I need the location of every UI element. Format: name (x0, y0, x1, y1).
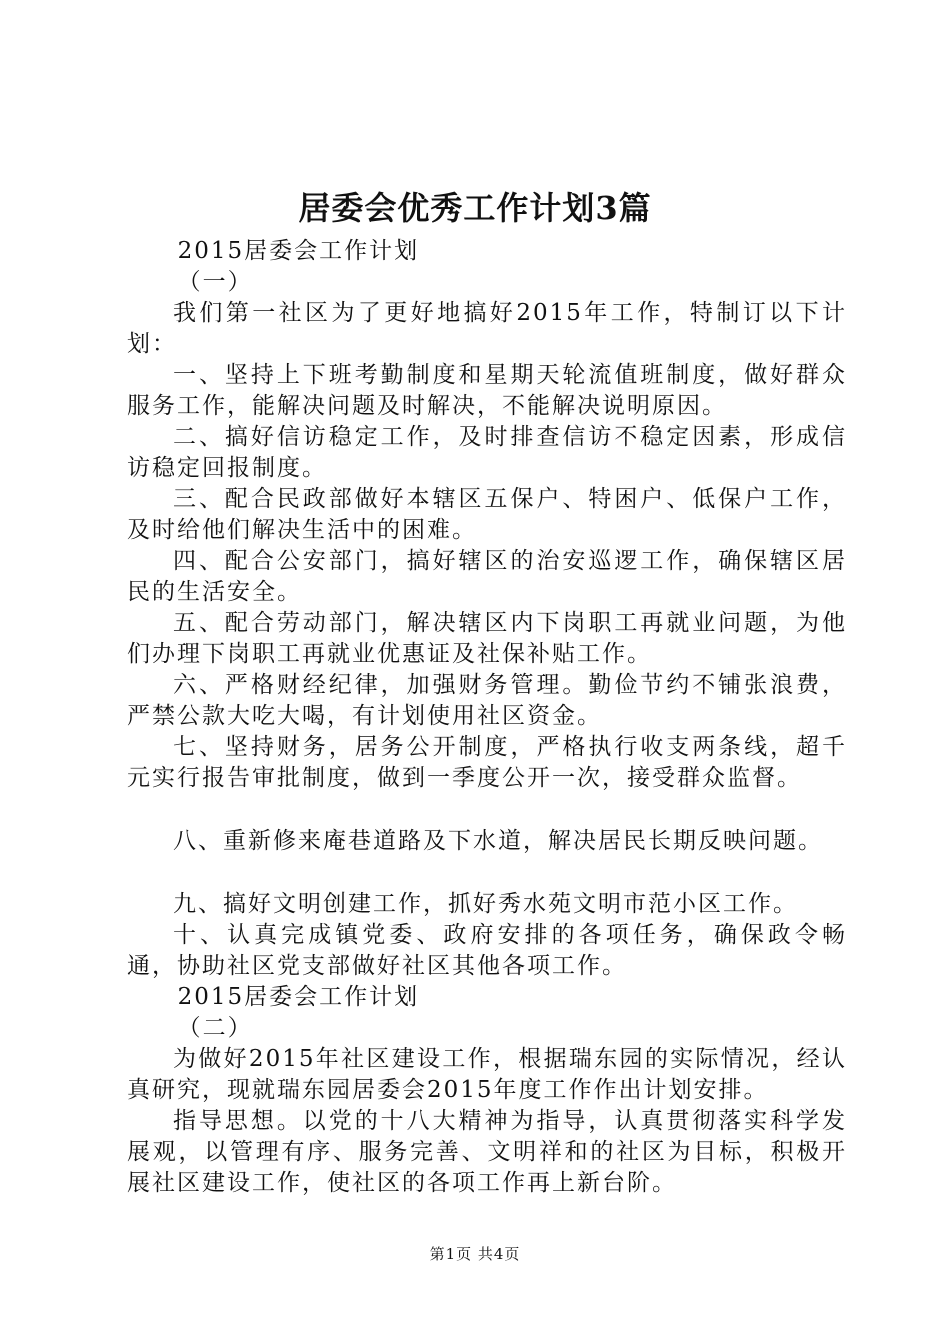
section-number: （一） (177, 269, 253, 295)
paragraph: 二、搞好信访稳定工作，及时排查信访不稳定因素，形成信访稳定回报制度。 (127, 424, 847, 481)
paragraph: 三、配合民政部做好本辖区五保户、特困户、低保户工作，及时给他们解决生活中的困难。 (127, 486, 847, 543)
document-body (127, 236, 847, 1199)
section-heading: 2015居委会工作计划 (177, 238, 420, 264)
page-footer: 第1页 共4页 (429, 1245, 521, 1263)
paragraph: 一、坚持上下班考勤制度和星期天轮流值班制度，做好群众服务工作，能解决问题及时解决，不能解决说明原因。 (127, 362, 847, 419)
section-number: （二） (177, 1015, 253, 1041)
paragraph: 九、搞好文明创建工作，抓好秀水苑文明市范小区工作。 (173, 891, 798, 917)
document-title: 居委会优秀工作计划3篇 (298, 189, 652, 227)
section-heading: 2015居委会工作计划 (177, 984, 420, 1010)
paragraph: 七、坚持财务，居务公开制度，严格执行收支两条线，超千元实行报告审批制度，做到一季度公开一次，接受群众监督。 (127, 734, 847, 791)
paragraph: 六、严格财经纪律，加强财务管理。勤俭节约不铺张浪费，严禁公款大吃大喝，有计划使用社区资金。 (127, 672, 847, 729)
paragraph: 我们第一社区为了更好地搞好2015年工作，特制订以下计划： (127, 300, 847, 357)
paragraph: 四、配合公安部门，搞好辖区的治安巡逻工作，确保辖区居民的生活安全。 (127, 548, 847, 605)
paragraph: 为做好2015年社区建设工作，根据瑞东园的实际情况，经认真研究，现就瑞东园居委会2015年度工作作出计划安排。 (127, 1046, 847, 1103)
paragraph: 十、认真完成镇党委、政府安排的各项任务，确保政令畅通，协助社区党支部做好社区其他各项工作。 (127, 922, 847, 979)
paragraph: 指导思想。以党的十八大精神为指导，认真贯彻落实科学发展观，以管理有序、服务完善、文明祥和的社区为目标，积极开展社区建设工作，使社区的各项工作再上新台阶。 (127, 1108, 847, 1196)
paragraph: 五、配合劳动部门，解决辖区内下岗职工再就业问题，为他们办理下岗职工再就业优惠证及社保补贴工作。 (127, 610, 847, 667)
paragraph: 八、重新修来庵巷道路及下水道，解决居民长期反映问题。 (173, 828, 823, 854)
